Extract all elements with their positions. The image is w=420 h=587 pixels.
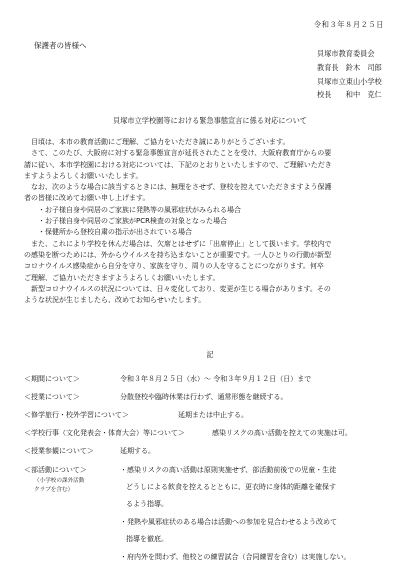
club-note-line: クラブを含む） [34, 487, 74, 493]
issuer-board: 貝塚市教育委員会 [317, 49, 375, 58]
condition-item: ・お子様自身や同居のご家族に発熱等の風邪症状がみられる場合 [38, 205, 241, 214]
issuer-block [317, 47, 382, 102]
body-line: ような状況が生じましたら、改めてお知らせいたします。 [24, 296, 206, 305]
club-bullet: ・府内外を問わず、他校との練習試合（合同練習を含む）は実施しない。 [120, 553, 351, 561]
trips-text: 延期または中止する。 [178, 411, 248, 419]
observation-label: ＜授業参観について＞ [24, 447, 94, 455]
greeting: 保護者の皆様へ [34, 41, 87, 50]
issuer-principal: 校長 和中 克仁 [317, 90, 382, 100]
club-note [34, 477, 84, 495]
condition-item: ・保健所から登校自粛の指示が出されている場合 [38, 228, 192, 237]
club-bullet: ・感染リスクの高い活動は原則実施せず、部活動前後での児童・生徒 [120, 466, 337, 474]
body-line: なお、次のような場合に該当するときには、無理をさせず、登校を控えていただきますよう保護 [31, 183, 332, 192]
body-line: コロナウイルス感染症から自分を守り、家族を守り、周りの人を守ることにつながります。何卒 [24, 262, 324, 271]
classes-label: ＜授業について＞ [24, 393, 80, 401]
club-bullet: ・発熱や風邪症状のある場合は活動への参加を見合わせるよう改めて [120, 518, 337, 526]
club-label: ＜部活動について＞ [24, 466, 87, 474]
club-bullet-cont: るよう指導。 [126, 500, 168, 508]
body-line: ますようよろしくお願いいたします。 [24, 171, 143, 180]
body-line: 者の皆様に改めてお願い申し上げます。 [24, 194, 150, 203]
condition-item: ・お子様自身や同居のご家族がPCR検査の対象となった場合 [38, 217, 227, 226]
period-label: ＜期間について＞ [24, 375, 80, 383]
body-line: 目頃は、本市の教育活動にご理解、ご協力をいただき誠にありがとうございます。 [31, 138, 290, 146]
body-line: さて、このたび、大阪府に対する緊急事態宣言が延長されたことを受け、大阪府教育庁からの要 [31, 149, 332, 158]
ki-heading: 記 [206, 350, 214, 359]
body-line: の感染を断つためには、外からウイルスを持ち込まないことが重要です。一人ひとりの行動が新型 [24, 250, 332, 259]
club-bullet-cont: 指導を徹底。 [126, 535, 168, 543]
events-label: ＜学校行事（文化発表会・体育大会）等について＞ [24, 429, 185, 437]
club-note-line: （小学校の課外活動 [34, 478, 85, 484]
club-bullet-cont: どうしによる飲食を控えるとともに、更衣時に身体的距離を確保す [126, 483, 336, 491]
body-line: 新型コロナウイルスの状況については、日々変化しており、変更が生じる場合があります。その [31, 284, 331, 293]
issuer-school: 貝塚市立東山小学校 [317, 76, 382, 86]
body-line: ご理解、ご協力いただきますようよろしくお願いいたします。 [24, 273, 220, 282]
observation-text: 延期する。 [120, 447, 155, 455]
events-text: 感染リスクの高い活動を控えての実施は可。 [212, 429, 352, 437]
trips-label: ＜修学旅行・校外学習について＞ [24, 411, 129, 419]
period-text: 令和３年８月２５日（水）～ 令和３年９月１２日（日）まで [120, 375, 312, 383]
document-title: 貝塚市立学校園等における緊急事態宣言に係る対応について [113, 116, 307, 125]
classes-text: 分散登校や臨時休業は行わず、通常形態を継続する。 [120, 393, 288, 401]
issuer-superintendent: 教育長 鈴木 司郎 [317, 62, 382, 72]
document-date: 令和３年８月２５日 [313, 20, 384, 29]
body-line: また、これにより学校を休んだ場合は、欠席とはせずに「出席停止」として扱います。学校内で [31, 239, 332, 248]
body-line: 請に従い、本市学校園における対応については、下記のとおりといたしますので、ご理解いただき [24, 160, 332, 169]
document-body [24, 137, 392, 306]
